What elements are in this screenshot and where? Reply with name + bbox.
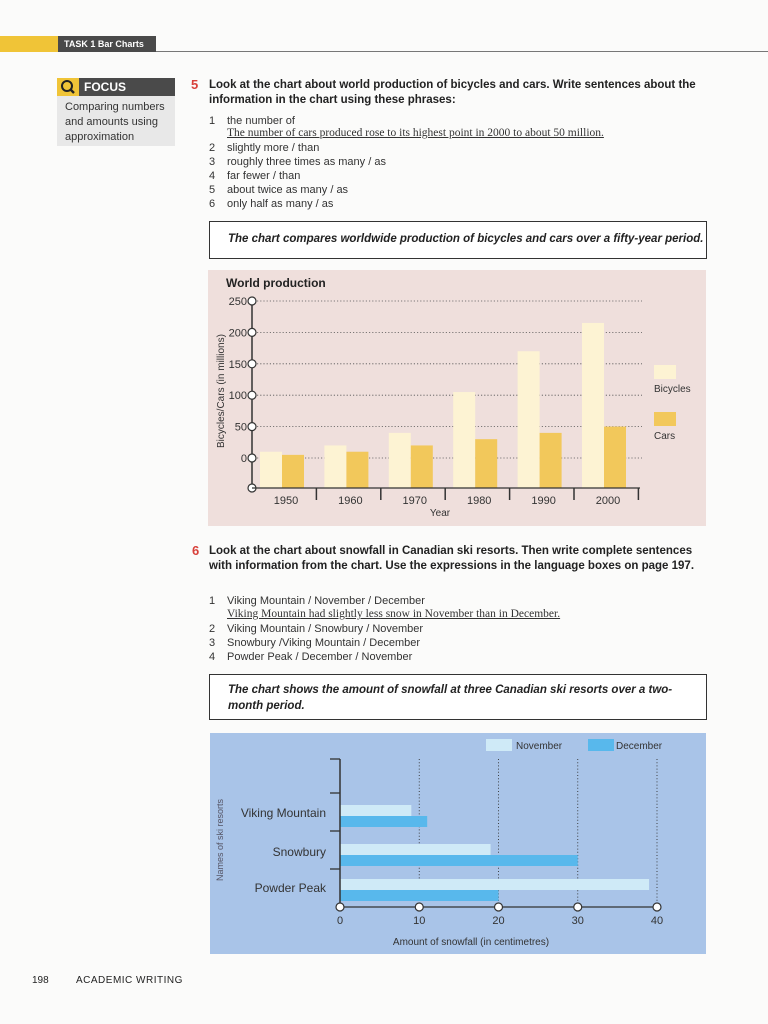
q6-item xyxy=(209,622,689,636)
item-text: only half as many / as xyxy=(227,198,334,210)
question-6-number: 6 xyxy=(192,543,200,558)
q5-example: The number of cars produced rose to its highest point in 2000 to about 50 million. xyxy=(227,127,604,139)
item-text: the number of xyxy=(227,115,295,127)
magnifier-icon xyxy=(57,78,79,96)
task-label: TASK 1 Bar Charts xyxy=(58,36,156,52)
item-text: Snowbury /Viking Mountain / December xyxy=(227,637,421,649)
y-tick-marker xyxy=(248,297,256,305)
focus-title: FOCUS xyxy=(84,80,126,94)
x-tick-marker xyxy=(415,903,423,911)
bar-november-Snowbury xyxy=(340,844,491,855)
question-5-instruction: Look at the chart about world production of bicycles and cars. Write sentences about the information in the chart using these phrases: xyxy=(209,79,696,106)
x-tick-label: 30 xyxy=(571,915,584,927)
x-tick-marker xyxy=(336,903,344,911)
item-number: 2 xyxy=(209,142,216,154)
item-text: far fewer / than xyxy=(227,170,301,182)
y-tick-label: 0 xyxy=(240,453,247,465)
x-axis-label: Amount of snowfall (in centimetres) xyxy=(392,937,550,948)
legend-label-cars: Cars xyxy=(654,431,676,442)
bar-december-Viking Mountain xyxy=(340,816,427,827)
bar-november-Viking Mountain xyxy=(340,805,411,816)
bar-december-Snowbury xyxy=(340,855,578,866)
item-text: Viking Mountain / Snowbury / November xyxy=(227,623,424,635)
item-number: 5 xyxy=(209,184,216,196)
item-number: 1 xyxy=(209,595,216,607)
question-5-number: 5 xyxy=(191,77,199,92)
chart-title: World production xyxy=(226,276,326,290)
x-tick-label: 1980 xyxy=(466,495,492,507)
x-tick-marker xyxy=(653,903,661,911)
bar-cars-1970 xyxy=(411,445,433,488)
q5-item xyxy=(209,169,689,183)
world-production-chart-svg xyxy=(208,270,706,526)
item-text: Powder Peak / December / November xyxy=(227,651,413,663)
book-title: ACADEMIC WRITING xyxy=(76,975,183,986)
y-tick-label: 100 xyxy=(228,390,247,403)
snowfall-chart xyxy=(210,733,706,954)
bar-cars-1960 xyxy=(346,452,368,488)
bar-bicycles-1950 xyxy=(260,452,282,488)
q5-item xyxy=(209,141,689,155)
item-text: roughly three times as many / as xyxy=(227,156,386,168)
y-axis-label: Bicycles/Cars (in millions) xyxy=(216,334,227,448)
resort-label: Viking Mountain xyxy=(240,806,326,820)
item-number: 2 xyxy=(209,623,216,635)
x-tick-label: 20 xyxy=(492,915,505,927)
y-tick-label: 150 xyxy=(228,358,247,371)
y-tick-label: 200 xyxy=(228,327,247,340)
item-text: Viking Mountain / November / December xyxy=(227,595,425,607)
x-tick-label: 1990 xyxy=(531,495,556,507)
x-tick-marker xyxy=(574,903,582,911)
x-tick-label: 1950 xyxy=(273,495,299,507)
x-tick-label: 10 xyxy=(413,915,426,927)
item-number: 6 xyxy=(209,198,216,210)
world-production-chart xyxy=(208,270,706,526)
header-accent-bar xyxy=(0,36,58,52)
bar-november-Powder Peak xyxy=(340,879,649,890)
item-text: about twice as many / as xyxy=(227,184,349,196)
q5-summary-box xyxy=(209,221,707,259)
legend-swatch-cars xyxy=(654,412,676,426)
q6-summary-box xyxy=(209,674,707,720)
bar-bicycles-1980 xyxy=(453,392,475,488)
snowfall-chart-svg xyxy=(210,733,706,954)
legend-swatch-november xyxy=(486,739,512,751)
bar-cars-1950 xyxy=(282,455,304,488)
q5-item xyxy=(209,114,689,128)
legend-swatch-december xyxy=(588,739,614,751)
q5-item xyxy=(209,183,689,197)
legend-swatch-bicycles xyxy=(654,365,676,379)
bar-december-Powder Peak xyxy=(340,890,499,901)
x-tick-label: 1960 xyxy=(338,495,363,507)
legend-label-december: December xyxy=(616,741,663,752)
x-tick-label: 2000 xyxy=(595,495,621,507)
q6-summary-text: The chart shows the amount of snowfall at three Canadian ski resorts over a two-month period. xyxy=(228,684,673,712)
legend-label-bicycles: Bicycles xyxy=(654,384,691,395)
q6-item xyxy=(209,594,689,608)
page-number: 198 xyxy=(32,975,49,986)
legend-label-november: November xyxy=(516,741,563,752)
bar-cars-1980 xyxy=(475,439,497,488)
bar-cars-1990 xyxy=(540,433,562,488)
x-tick-label: 40 xyxy=(650,915,664,927)
y-tick-marker xyxy=(248,423,256,431)
item-text: slightly more / than xyxy=(227,142,320,154)
y-tick-marker xyxy=(248,454,256,462)
question-6-instruction: Look at the chart about snowfall in Canadian ski resorts. Then write complete sentences with information from the chart. Use the expressions in the language boxes on page 197. xyxy=(209,545,695,572)
q5-item xyxy=(209,197,689,211)
focus-text: Comparing numbers and amounts using approximation xyxy=(65,101,165,143)
y-tick-marker xyxy=(248,360,256,368)
resort-label: Powder Peak xyxy=(254,881,326,895)
x-tick-label: 0 xyxy=(336,915,344,927)
q6-item xyxy=(209,636,689,650)
q5-item xyxy=(209,155,689,169)
x-axis-label: Year xyxy=(429,508,451,519)
item-number: 4 xyxy=(209,651,216,663)
x-tick-marker xyxy=(495,903,503,911)
bar-bicycles-1960 xyxy=(324,445,346,488)
y-tick-marker xyxy=(248,328,256,336)
bar-bicycles-2000 xyxy=(582,323,604,488)
y-tick-label: 250 xyxy=(228,296,247,308)
y-tick-label: 50 xyxy=(234,421,247,434)
item-number: 3 xyxy=(209,156,216,168)
bar-bicycles-1970 xyxy=(389,433,411,488)
x-tick-label: 1970 xyxy=(402,495,428,507)
item-number: 4 xyxy=(209,170,216,182)
item-number: 1 xyxy=(209,115,216,127)
q5-summary-text: The chart compares worldwide production of bicycles and cars over a fifty-year period. xyxy=(228,233,704,245)
bar-cars-2000 xyxy=(604,427,626,488)
q6-example: Viking Mountain had slightly less snow in November than in December. xyxy=(227,608,561,620)
q6-item xyxy=(209,650,689,664)
header-rule xyxy=(156,51,768,52)
item-number: 3 xyxy=(209,637,216,649)
resort-label: Snowbury xyxy=(272,845,326,859)
y-tick-marker xyxy=(248,391,256,399)
bar-bicycles-1990 xyxy=(518,351,540,488)
y-axis-label: Names of ski resorts xyxy=(215,798,225,881)
